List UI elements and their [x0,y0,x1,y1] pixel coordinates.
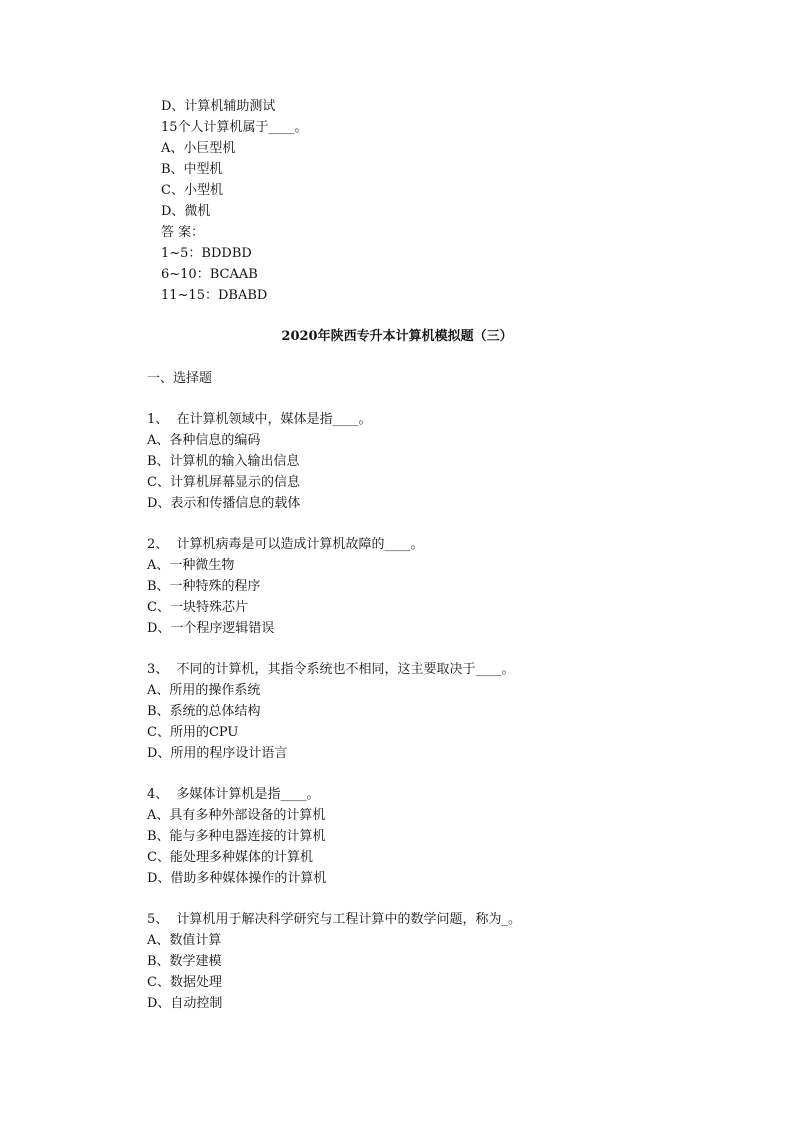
answer-label: 答 案： [161,225,205,240]
q15-option-c: C、小型机 [161,183,223,198]
q2-option-a: A、一种微生物 [147,558,235,573]
q4-option-c: C、能处理多种媒体的计算机 [147,850,313,865]
q5-option-b: B、数学建模 [147,954,222,969]
question-2-stem: 2、 计算机病毒是可以造成计算机故障的____。 [147,537,424,552]
q1-option-a: A、各种信息的编码 [147,433,261,448]
q3-option-b: B、系统的总体结构 [147,704,261,719]
question-5-stem: 5、 计算机用于解决科学研究与工程计算中的数学问题，称为_。 [147,912,522,927]
question-4-stem: 4、 多媒体计算机是指____。 [147,787,320,802]
q5-option-d: D、自动控制 [147,996,223,1011]
q1-option-d: D、表示和传播信息的载体 [147,496,301,511]
q4-option-a: A、具有多种外部设备的计算机 [147,808,326,823]
q15-option-d: D、微机 [161,204,211,219]
q4-option-d: D、借助多种媒体操作的计算机 [147,871,327,886]
q4-option-b: B、能与多种电器连接的计算机 [147,829,326,844]
q2-option-d: D、一个程序逻辑错误 [147,621,275,636]
q5-option-a: A、数值计算 [147,933,222,948]
page-title: 2020年陕西专升本计算机模拟题（三） [281,329,513,344]
q2-option-c: C、一块特殊芯片 [147,600,248,615]
q5-option-c: C、数据处理 [147,975,222,990]
question-3-stem: 3、 不同的计算机，其指令系统也不相同，这主要取决于____。 [147,662,515,677]
answer-line-1: 1~5：BDDBD [161,246,252,261]
q15-option-b: B、中型机 [161,162,223,177]
q1-option-b: B、计算机的输入输出信息 [147,454,300,469]
question-15-stem: 15个人计算机属于____。 [161,120,308,135]
answer-line-3: 11~15：DBABD [161,288,268,303]
question-1-stem: 1、 在计算机领域中，媒体是指____。 [147,412,372,427]
prev-option-d: D、计算机辅助测试 [161,99,276,114]
q15-option-a: A、小巨型机 [161,141,236,156]
q3-option-a: A、所用的操作系统 [147,683,261,698]
q2-option-b: B、一种特殊的程序 [147,579,261,594]
section-heading: 一、选择题 [147,371,213,386]
answer-line-2: 6~10：BCAAB [161,267,258,282]
q1-option-c: C、计算机屏幕显示的信息 [147,475,300,490]
q3-option-c: C、所用的CPU [147,725,239,740]
q3-option-d: D、所用的程序设计语言 [147,746,288,761]
